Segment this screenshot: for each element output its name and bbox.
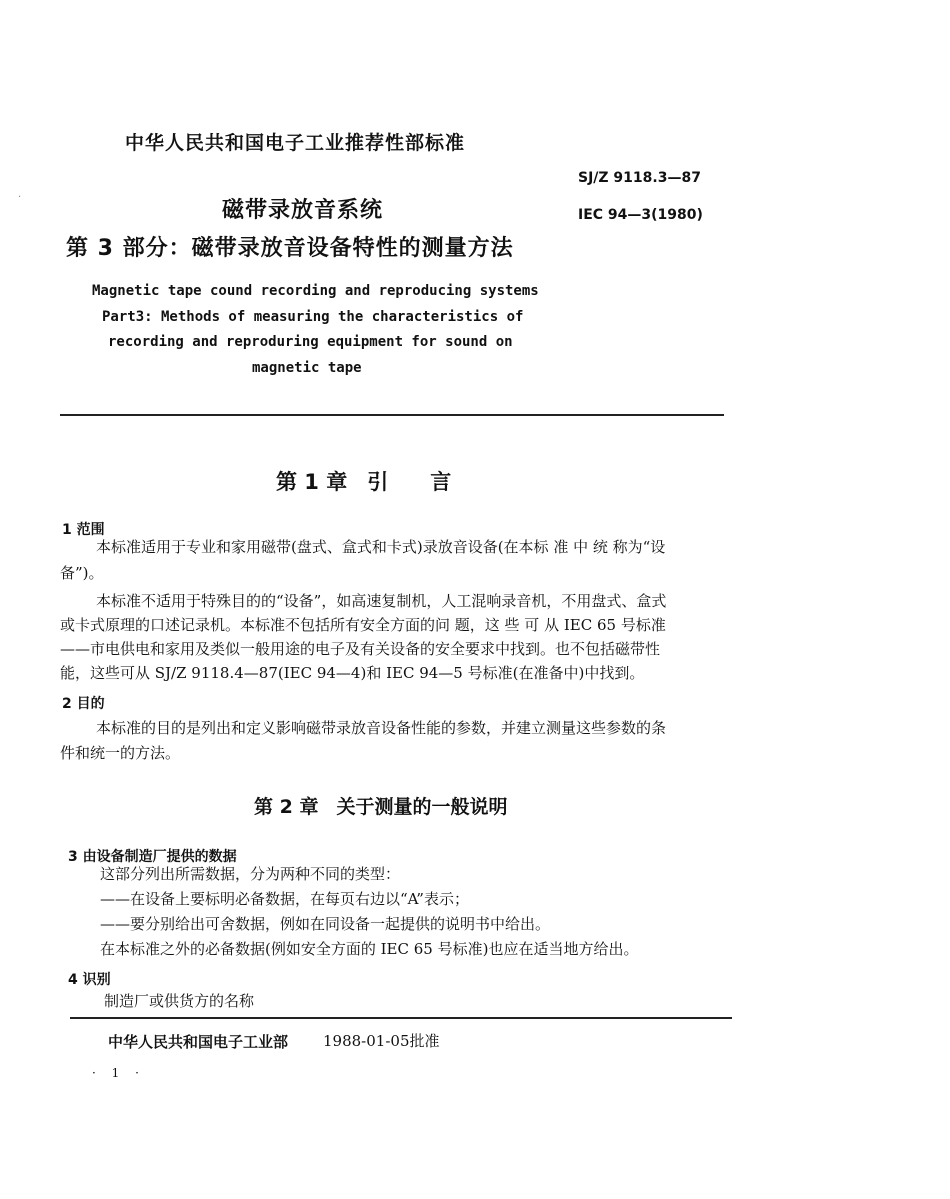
page-number: · 1 · <box>92 1066 145 1080</box>
chapter-2-title: 关于测量的一般说明 <box>336 796 508 818</box>
title-en-line-2: Part3: Methods of measuring the characteristics of <box>102 309 524 325</box>
section-3-heading: 3 由设备制造厂提供的数据 <box>68 849 237 865</box>
chapter-1-title: 引言 <box>367 470 494 494</box>
paragraph-line: 本标准不适用于特殊目的的“设备”，如高速复制机，人工混响录音机，不用盘式、盒式 <box>96 592 667 610</box>
section-4-heading: 4 识别 <box>68 972 111 988</box>
section-2-heading: 2 目的 <box>62 696 105 712</box>
paragraph-line: 在本标准之外的必备数据(例如安全方面的 IEC 65 号标准)也应在适当地方给出。 <box>100 940 639 958</box>
title-en-line-1: Magnetic tape cound recording and reproducing systems <box>92 283 539 299</box>
paragraph-line: 备”)。 <box>60 564 104 582</box>
issuing-body-header: 中华人民共和国电子工业推荐性部标准 <box>125 132 466 154</box>
title-zh-main: 磁带录放音系统 <box>222 198 384 223</box>
standard-code: SJ/Z 9118.3—87 <box>578 170 701 186</box>
title-en-line-4: magnetic tape <box>252 360 362 376</box>
list-item: ——在设备上要标明必备数据，在每页右边以“A”表示； <box>100 890 469 908</box>
paragraph-line: 本标准的目的是列出和定义影响磁带录放音设备性能的参数，并建立测量这些参数的条 <box>96 719 667 737</box>
paragraph-line: 件和统一的方法。 <box>60 744 181 762</box>
footer-divider <box>70 1017 732 1019</box>
chapter-1-number: 第 1 章 <box>276 470 348 494</box>
title-zh-part: 第 3 部分：磁带录放音设备特性的测量方法 <box>66 236 514 261</box>
chapter-2-number: 第 2 章 <box>254 796 319 818</box>
list-item: ——要分别给出可舍数据，例如在同设备一起提供的说明书中给出。 <box>100 915 551 933</box>
iec-reference-code: IEC 94—3(1980) <box>578 207 703 223</box>
paragraph-line: 这部分列出所需数据，分为两种不同的类型： <box>100 865 401 883</box>
paragraph-line: 制造厂或供货方的名称 <box>104 992 255 1010</box>
footer-issuing-body: 中华人民共和国电子工业部 <box>108 1033 289 1051</box>
chapter-1-heading <box>276 466 493 496</box>
approval-date: 1988-01-05批准 <box>323 1032 440 1050</box>
margin-mark: · <box>18 192 22 203</box>
paragraph-line: ——市电供电和家用及类似一般用途的电子及有关设备的安全要求中找到。也不包括磁带性 <box>60 640 661 658</box>
title-en-line-3: recording and reproduring equipment for sound on <box>108 334 513 350</box>
paragraph-line: 能，这些可从 SJ/Z 9118.4—87(IEC 94—4)和 IEC 94—5 号标准(在准备中)中找到。 <box>60 664 645 682</box>
header-divider <box>60 414 724 416</box>
chapter-2-heading <box>254 792 507 819</box>
paragraph-line: 本标准适用于专业和家用磁带(盘式、盒式和卡式)录放音设备(在本标 准 中 统 称为“设 <box>96 538 666 556</box>
section-1-heading: 1 范围 <box>62 522 105 538</box>
paragraph-line: 或卡式原理的口述记录机。本标准不包括所有安全方面的问 题，这 些 可 从 IEC 65 号标准 <box>60 616 666 634</box>
